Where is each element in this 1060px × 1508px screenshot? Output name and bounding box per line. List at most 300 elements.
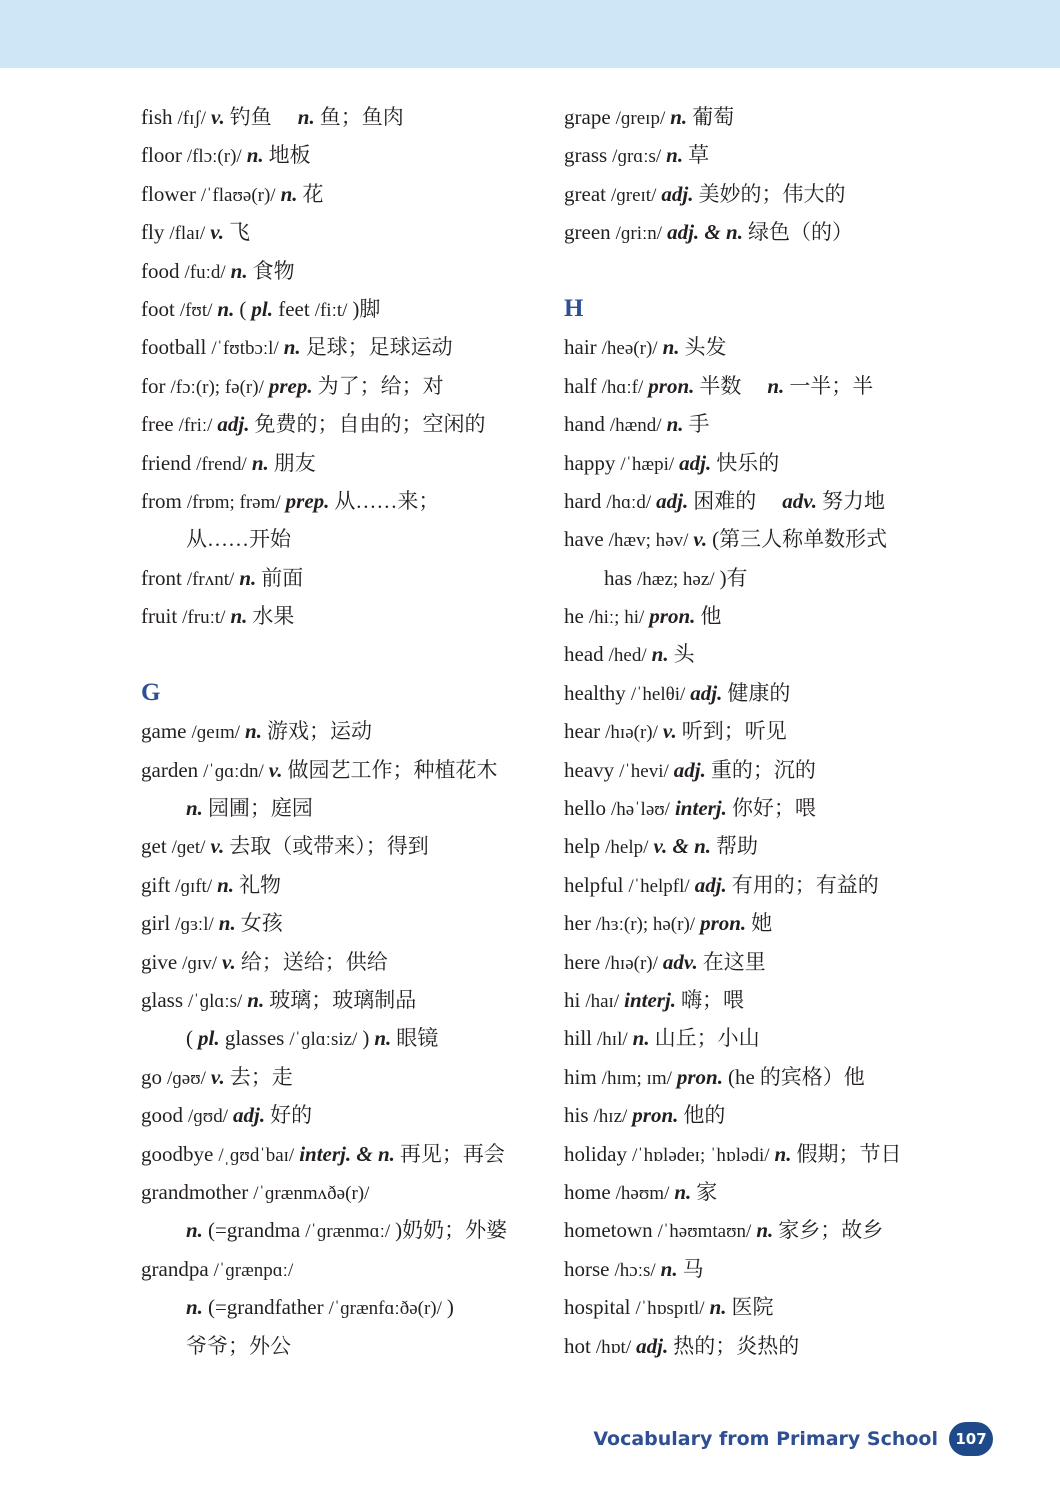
phonetic: /fiːt/ — [314, 299, 348, 321]
part-of-speech: n. — [632, 1026, 650, 1051]
headword: horse — [564, 1256, 610, 1281]
phonetic: /ˈɡrænpɑː/ — [213, 1259, 294, 1281]
headword: grandmother — [141, 1179, 249, 1204]
headword: hair — [564, 335, 597, 360]
definition: 假期；节日 — [796, 1141, 902, 1166]
definition: 飞 — [229, 220, 251, 245]
headword: head — [564, 642, 604, 667]
entry-line — [141, 904, 541, 942]
entry-line — [141, 98, 541, 136]
section-letter — [564, 290, 1004, 328]
entry-line — [141, 981, 541, 1019]
entry-line — [564, 712, 1004, 750]
phonetic: /fʊt/ — [179, 299, 213, 321]
definition: )脚 — [352, 296, 381, 321]
headword: hospital — [564, 1295, 631, 1320]
phonetic: /həˈləʊ/ — [611, 799, 670, 821]
part-of-speech: adj. — [690, 680, 723, 705]
phonetic: /friː/ — [178, 415, 213, 437]
phonetic: /ɡɪft/ — [175, 875, 213, 897]
entry-line — [564, 827, 1004, 865]
entry-continuation — [141, 789, 541, 827]
definition: ( — [207, 1218, 215, 1243]
definition: 为了；给；对 — [317, 373, 444, 398]
entry-line — [564, 1288, 1004, 1326]
headword: foot — [141, 296, 175, 321]
part-of-speech: n. — [674, 1179, 692, 1204]
part-of-speech: v. — [662, 719, 677, 744]
phonetic: /haɪ/ — [585, 990, 620, 1012]
headword: he — [564, 604, 584, 629]
phonetic: /hɜː(r); hə(r)/ — [595, 914, 696, 936]
definition: 鱼；鱼肉 — [319, 105, 404, 129]
definition: ( — [727, 1064, 735, 1089]
headword: heavy — [564, 757, 615, 782]
entry-line — [564, 1211, 1004, 1249]
part-of-speech: n. — [767, 373, 785, 398]
headword: football — [141, 335, 207, 360]
headword: girl — [141, 911, 171, 936]
headword: happy — [564, 450, 616, 475]
part-of-speech: adj. — [656, 488, 689, 513]
headword: hill — [564, 1026, 593, 1051]
spacer — [564, 252, 1004, 290]
definition: 做园艺工作；种植花木 — [287, 757, 498, 782]
entry-line — [564, 328, 1004, 366]
phonetic: /hænd/ — [609, 415, 662, 437]
phonetic: /ˈflaʊə(r)/ — [200, 184, 276, 206]
part-of-speech: prep. — [285, 488, 330, 513]
headword: has — [604, 565, 632, 590]
headword: hello — [564, 796, 606, 821]
definition: 马 — [682, 1256, 704, 1281]
headword: glass — [141, 987, 183, 1012]
definition: 给；送给；供给 — [240, 949, 388, 974]
phonetic: /ˈhelpfl/ — [628, 875, 690, 897]
entry-line — [564, 674, 1004, 712]
part-of-speech: adj. — [217, 412, 250, 437]
phonetic: /hɪz/ — [593, 1106, 628, 1128]
phonetic: /ˈfʊtbɔːl/ — [211, 338, 279, 360]
entry-line — [564, 943, 1004, 981]
phonetic: /ˈɡlɑːs/ — [188, 990, 243, 1012]
entry-line — [141, 328, 541, 366]
definition: 去；走 — [229, 1064, 293, 1089]
part-of-speech: n. — [217, 872, 235, 897]
part-of-speech: pron. — [649, 604, 696, 629]
phonetic: /ɡet/ — [171, 837, 206, 859]
definition: ( — [186, 1026, 193, 1051]
entry-line — [141, 290, 541, 328]
entry-line — [564, 98, 1004, 136]
left-column — [141, 98, 541, 1365]
part-of-speech: v. — [210, 834, 225, 859]
definition: 花 — [302, 181, 324, 206]
phonetic: /hæv; həv/ — [608, 530, 689, 552]
section-letter-heading: G — [141, 678, 161, 706]
part-of-speech: pron. — [648, 373, 695, 398]
phonetic: /ɡrɑːs/ — [612, 146, 662, 168]
part-of-speech: n. — [246, 143, 264, 168]
part-of-speech: n. — [374, 1026, 392, 1051]
definition: 爷爷；外公 — [186, 1333, 291, 1358]
definition: 美妙的；伟大的 — [698, 181, 846, 206]
entry-continuation — [564, 559, 1004, 597]
entry-line — [141, 1096, 541, 1134]
definition: 快乐的 — [716, 450, 780, 475]
headword: hometown — [564, 1218, 653, 1243]
phonetic: /hɪə(r)/ — [605, 952, 658, 974]
definition: 一半；半 — [789, 373, 874, 398]
phonetic: /ɡeɪm/ — [191, 722, 241, 744]
definition: 再见；再会 — [399, 1141, 505, 1166]
definition: 手 — [688, 412, 710, 437]
headword: grandpa — [141, 1256, 209, 1281]
headword: hi — [564, 987, 581, 1012]
entry-line — [564, 751, 1004, 789]
phonetic: /fɪʃ/ — [177, 108, 206, 129]
headword: green — [564, 220, 611, 245]
part-of-speech: n. — [230, 604, 248, 629]
headword: glasses — [219, 1026, 285, 1051]
entry-line — [564, 1058, 1004, 1096]
part-of-speech: v. — [222, 949, 236, 974]
part-of-speech: interj. — [624, 987, 677, 1012]
entry-line — [564, 904, 1004, 942]
part-of-speech: adj. & n. — [667, 220, 743, 245]
headword: home — [564, 1179, 611, 1204]
entry-line — [141, 866, 541, 904]
headword: helpful — [564, 872, 624, 897]
phonetic: /help/ — [605, 837, 649, 859]
phonetic: /ˈɡɑːdn/ — [203, 760, 264, 782]
phonetic: /hɪm; ɪm/ — [601, 1067, 672, 1089]
entry-line — [141, 213, 541, 251]
definition: ( — [239, 296, 247, 321]
part-of-speech: v. — [210, 220, 225, 245]
phonetic: /hɑːf/ — [601, 376, 644, 398]
page-number-badge: 107 — [949, 1422, 993, 1456]
headword: =grandma — [214, 1218, 301, 1243]
phonetic: /ˈhevi/ — [619, 760, 669, 782]
headword: go — [141, 1064, 162, 1089]
definition: )奶奶；外婆 — [395, 1218, 508, 1243]
headword: =grandfather — [214, 1295, 324, 1320]
definition: 困难的 — [693, 488, 778, 513]
part-of-speech: n. — [709, 1295, 727, 1320]
headword: flower — [141, 181, 196, 206]
part-of-speech: pl. — [198, 1026, 220, 1051]
phonetic: /ˈɡrænmʌðə(r)/ — [253, 1182, 370, 1204]
part-of-speech: n. — [218, 911, 236, 936]
headword: from — [141, 488, 182, 513]
part-of-speech: adv. — [782, 488, 817, 513]
definition: 健康的 — [727, 680, 791, 705]
phonetic: /frʌnt/ — [186, 568, 235, 590]
definition: 你好；喂 — [731, 796, 816, 821]
headword: great — [564, 181, 606, 206]
headword: have — [564, 527, 604, 552]
definition: 水果 — [252, 604, 295, 629]
entry-line — [141, 559, 541, 597]
entry-line — [564, 367, 1004, 405]
headword: hand — [564, 412, 605, 437]
definition: 家乡；故乡 — [778, 1218, 884, 1243]
definition: 免费的；自由的；空闲的 — [254, 412, 486, 437]
part-of-speech: prep. — [268, 373, 313, 398]
headword: half — [564, 373, 597, 398]
entry-line — [564, 136, 1004, 174]
headword: good — [141, 1103, 183, 1128]
phonetic: /ɡreɪp/ — [615, 108, 666, 129]
entry-line — [564, 1135, 1004, 1173]
phonetic: /frɒm; frəm/ — [186, 491, 281, 513]
headword: garden — [141, 757, 199, 782]
definition: 葡萄 — [692, 105, 735, 129]
entry-line — [564, 444, 1004, 482]
part-of-speech: n. — [186, 1218, 203, 1243]
entry-line — [141, 751, 541, 789]
entry-line — [564, 1327, 1004, 1365]
entry-line — [141, 1058, 541, 1096]
definition: 重的；沉的 — [710, 757, 816, 782]
definition: 半数 — [699, 373, 763, 398]
entry-line — [564, 213, 1004, 251]
part-of-speech: n. — [666, 143, 684, 168]
part-of-speech: adj. — [679, 450, 712, 475]
definition: 朋友 — [273, 450, 316, 475]
part-of-speech: adj. — [661, 181, 694, 206]
entry-continuation — [141, 1211, 541, 1249]
definition: 食物 — [252, 258, 295, 283]
part-of-speech: pron. — [700, 911, 747, 936]
phonetic: /ˈhɒlədeɪ; ˈhɒlədi/ — [632, 1144, 770, 1166]
header-band — [0, 0, 1060, 68]
entry-line — [564, 981, 1004, 1019]
definition: 在这里 — [702, 949, 766, 974]
phonetic: /ˈhəʊmtaʊn/ — [657, 1221, 752, 1243]
part-of-speech: n. — [239, 565, 257, 590]
definition: 从……来； — [334, 488, 440, 513]
part-of-speech: interj. & n. — [299, 1141, 395, 1166]
phonetic: /ˈhɒspɪtl/ — [635, 1298, 705, 1320]
phonetic: /flaɪ/ — [169, 223, 206, 245]
phonetic: /ɡɪv/ — [182, 952, 217, 974]
phonetic: /ˈhelθi/ — [630, 683, 686, 705]
part-of-speech: n. — [247, 987, 265, 1012]
definition: 嗨；喂 — [681, 987, 745, 1012]
headword: fly — [141, 220, 165, 245]
definition: 草 — [688, 143, 710, 168]
entry-line — [141, 712, 541, 750]
entry-line — [564, 482, 1004, 520]
headword: hear — [564, 719, 601, 744]
headword: fish — [141, 105, 173, 129]
part-of-speech: v. — [210, 1064, 225, 1089]
headword: grape — [564, 105, 611, 129]
part-of-speech: n. — [662, 335, 680, 360]
phonetic: /hɪl/ — [597, 1029, 628, 1051]
entry-line — [564, 1096, 1004, 1134]
part-of-speech: n. — [186, 796, 203, 821]
entry-line — [141, 482, 541, 520]
entry-line — [564, 1173, 1004, 1211]
part-of-speech: n. — [297, 105, 315, 129]
phonetic: /ˈɡrænmɑː/ — [305, 1221, 391, 1243]
entry-line — [564, 1019, 1004, 1057]
entry-line — [141, 827, 541, 865]
part-of-speech: pron. — [632, 1103, 679, 1128]
entry-line — [564, 175, 1004, 213]
entry-line — [141, 136, 541, 174]
part-of-speech: adj. — [694, 872, 727, 897]
definition: ) — [362, 1026, 370, 1051]
phonetic: /hæz; həz/ — [637, 568, 715, 590]
headword: friend — [141, 450, 192, 475]
phonetic: /fɔː(r); fə(r)/ — [170, 376, 264, 398]
part-of-speech: v. — [268, 757, 283, 782]
headword: gift — [141, 872, 171, 897]
definition: 礼物 — [239, 872, 282, 897]
phonetic: /hed/ — [608, 645, 647, 667]
headword: healthy — [564, 680, 626, 705]
entry-continuation — [141, 1019, 541, 1057]
definition: 头 — [673, 642, 695, 667]
part-of-speech: n. — [666, 412, 684, 437]
definition: 足球；足球运动 — [305, 335, 453, 360]
definition: 前面 — [261, 565, 304, 590]
entry-continuation — [141, 520, 541, 558]
part-of-speech: n. — [670, 105, 688, 129]
headword: front — [141, 565, 182, 590]
headword: his — [564, 1103, 589, 1128]
headword: fruit — [141, 604, 178, 629]
entry-continuation — [141, 1288, 541, 1326]
headword: feet — [272, 296, 310, 321]
definition: 热的；炎热的 — [673, 1333, 800, 1358]
definition: 头发 — [684, 335, 727, 360]
phonetic: /ɡriːn/ — [615, 223, 663, 245]
part-of-speech: adv. — [662, 949, 698, 974]
entry-line — [141, 175, 541, 213]
headword: her — [564, 911, 591, 936]
phonetic: /ˈhæpi/ — [620, 453, 675, 475]
phonetic: /heə(r)/ — [601, 338, 658, 360]
entry-line — [141, 1250, 541, 1288]
phonetic: /hɒt/ — [595, 1336, 632, 1358]
entry-line — [141, 943, 541, 981]
spacer — [141, 635, 541, 673]
phonetic: /ˌɡʊdˈbaɪ/ — [218, 1144, 295, 1166]
definition: 医院 — [731, 1295, 774, 1320]
phonetic: /ɡʊd/ — [188, 1106, 228, 1128]
phonetic: /frend/ — [196, 453, 247, 475]
definition: 地板 — [268, 143, 311, 168]
phonetic: /ˈɡlɑːsiz/ — [289, 1029, 358, 1051]
entry-line — [141, 444, 541, 482]
definition: 听到；听见 — [681, 719, 787, 744]
entry-line — [564, 597, 1004, 635]
definition: 去取（或带来）；得到 — [229, 834, 429, 859]
part-of-speech: adj. — [673, 757, 706, 782]
definition: 玻璃；玻璃制品 — [269, 987, 417, 1012]
definition: )有 — [719, 565, 748, 590]
section-letter-heading: H — [564, 294, 584, 322]
headword: free — [141, 412, 174, 437]
definition: 女孩 — [240, 911, 283, 936]
phonetic: /fruːt/ — [182, 607, 226, 629]
definition: 她 — [751, 911, 773, 936]
definition: 游戏；运动 — [266, 719, 372, 744]
headword: hard — [564, 488, 602, 513]
definition: 园圃；庭园 — [207, 796, 313, 821]
headword: goodbye — [141, 1141, 214, 1166]
right-column — [564, 98, 1004, 1365]
entry-line — [141, 597, 541, 635]
headword: give — [141, 949, 178, 974]
footer-title: Vocabulary from Primary School — [593, 1428, 938, 1450]
part-of-speech: interj. — [674, 796, 727, 821]
definition: (第三人称单数形式 — [712, 527, 888, 552]
part-of-speech: adj. — [233, 1103, 266, 1128]
entry-line — [564, 520, 1004, 558]
phonetic: /hɑːd/ — [606, 491, 652, 513]
entry-line — [141, 252, 541, 290]
part-of-speech: v. & n. — [653, 834, 711, 859]
definition: 他 — [700, 604, 722, 629]
part-of-speech: adj. — [636, 1333, 669, 1358]
part-of-speech: v. — [693, 527, 708, 552]
entry-line — [564, 405, 1004, 443]
phonetic: /flɔː(r)/ — [186, 146, 242, 168]
phonetic: /fuːd/ — [184, 261, 226, 283]
headword: get — [141, 834, 167, 859]
headword: hot — [564, 1333, 591, 1358]
definition: 钓鱼 — [229, 105, 293, 129]
part-of-speech: n. — [774, 1141, 792, 1166]
definition: ) — [446, 1295, 454, 1320]
part-of-speech: n. — [217, 296, 235, 321]
section-letter — [141, 674, 541, 712]
part-of-speech: n. — [660, 1256, 678, 1281]
headword: game — [141, 719, 187, 744]
entry-line — [141, 1173, 541, 1211]
headword: food — [141, 258, 180, 283]
part-of-speech: n. — [186, 1295, 203, 1320]
entry-line — [141, 1135, 541, 1173]
phonetic: /hɔːs/ — [614, 1259, 656, 1281]
headword: here — [564, 949, 601, 974]
definition: ( — [207, 1295, 215, 1320]
phonetic: /hiː; hi/ — [588, 607, 645, 629]
entry-line — [141, 405, 541, 443]
part-of-speech: n. — [280, 181, 298, 206]
part-of-speech: pron. — [676, 1064, 723, 1089]
entry-continuation — [141, 1327, 541, 1365]
phonetic: /hɪə(r)/ — [605, 722, 658, 744]
phonetic: /ɡreɪt/ — [610, 184, 657, 206]
part-of-speech: n. — [245, 719, 262, 744]
headword: him — [564, 1064, 597, 1089]
headword: help — [564, 834, 601, 859]
definition: 他的 — [683, 1103, 726, 1128]
part-of-speech: v. — [211, 105, 225, 129]
definition: 的宾格）他 — [759, 1064, 865, 1089]
definition: 绿色（的） — [747, 220, 853, 245]
definition: 有用的；有益的 — [731, 872, 879, 897]
part-of-speech: n. — [756, 1218, 774, 1243]
part-of-speech: n. — [230, 258, 248, 283]
